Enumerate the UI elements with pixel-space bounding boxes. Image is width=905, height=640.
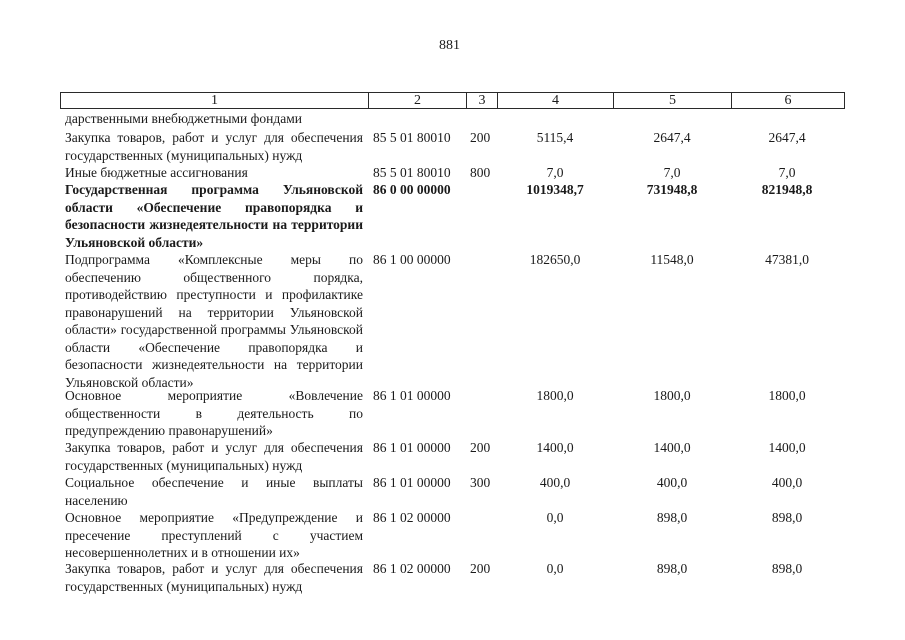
- row-value-5: 1800,0: [653, 388, 691, 403]
- row-name: Государственная программа Ульяновской области «Обеспечение правопорядка и безопасности жизнедеятельности на территории Ульяновской области»: [65, 182, 363, 250]
- row-value-4: 1400,0: [536, 440, 574, 455]
- row-value-5: 898,0: [656, 561, 688, 576]
- header-col-5: 5: [614, 93, 732, 108]
- row-value-5: 400,0: [656, 475, 688, 490]
- row-value-6: 47381,0: [765, 252, 809, 267]
- row-value-4: 7,0: [546, 165, 564, 180]
- row-name: Подпрограмма «Комплексные меры по обеспечению общественного порядка, противодействию преступности и профилактике правонарушений на территории Ульяновской области» государственной программы Ульяновской области «Обеспечение правопорядка и безопасности жизнедеятельности на территории Ульяновской области»: [65, 252, 363, 390]
- header-col-4: 4: [498, 93, 614, 108]
- header-col-1: 1: [61, 93, 369, 108]
- row-value-5: 898,0: [656, 510, 688, 525]
- row-name: Закупка товаров, работ и услуг для обеспечения государственных (муниципальных) нужд: [65, 561, 363, 594]
- row-value-6: 7,0: [778, 165, 796, 180]
- row-code: 85 5 01 80010: [373, 130, 451, 145]
- row-code: 86 1 02 00000: [373, 561, 451, 576]
- row-code: 86 1 00 00000: [373, 252, 451, 267]
- row-value-5: 1400,0: [653, 440, 691, 455]
- row-value-6: 400,0: [771, 475, 803, 490]
- row-value-6: 1800,0: [768, 388, 806, 403]
- row-code: 86 0 00 00000: [373, 182, 451, 197]
- row-name: дарственными внебюджетными фондами: [65, 111, 303, 126]
- row-value-4: 1019348,7: [526, 182, 584, 197]
- row-code: 85 5 01 80010: [373, 165, 451, 180]
- header-col-6: 6: [784, 93, 792, 108]
- row-name: Закупка товаров, работ и услуг для обеспечения государственных (муниципальных) нужд: [65, 440, 363, 473]
- row-code: 86 1 01 00000: [373, 475, 451, 490]
- table-header: [60, 92, 845, 109]
- row-value-5: 2647,4: [653, 130, 691, 145]
- row-name: Основное мероприятие «Предупреждение и пресечение преступлений с участием несовершеннолетних и в отношении их»: [65, 510, 363, 560]
- row-name: Основное мероприятие «Вовлечение общественности в деятельность по предупреждению правонарушений»: [65, 388, 363, 438]
- row-vr: 200: [470, 130, 491, 145]
- row-value-4: 5115,4: [536, 130, 574, 145]
- row-value-6: 821948,8: [761, 182, 813, 197]
- row-value-6: 898,0: [771, 510, 803, 525]
- row-vr: 800: [470, 165, 491, 180]
- row-value-5: 7,0: [663, 165, 681, 180]
- row-name: Иные бюджетные ассигнования: [65, 165, 248, 180]
- row-value-6: 2647,4: [768, 130, 806, 145]
- row-code: 86 1 01 00000: [373, 388, 451, 403]
- row-code: 86 1 01 00000: [373, 440, 451, 455]
- row-value-6: 898,0: [771, 561, 803, 576]
- row-value-5: 11548,0: [650, 252, 694, 267]
- row-code: 86 1 02 00000: [373, 510, 451, 525]
- row-value-4: 400,0: [539, 475, 571, 490]
- row-value-5: 731948,8: [646, 182, 698, 197]
- row-value-4: 182650,0: [529, 252, 581, 267]
- page-number: 881: [439, 38, 460, 53]
- header-col-2: 2: [369, 93, 467, 108]
- row-vr: 200: [470, 440, 491, 455]
- row-value-6: 1400,0: [768, 440, 806, 455]
- row-vr: 200: [470, 561, 491, 576]
- header-col-3: 3: [467, 93, 498, 108]
- row-value-4: 0,0: [546, 510, 564, 525]
- row-value-4: 1800,0: [536, 388, 574, 403]
- row-vr: 300: [470, 475, 491, 490]
- row-name: Социальное обеспечение и иные выплаты населению: [65, 475, 363, 508]
- row-name: Закупка товаров, работ и услуг для обеспечения государственных (муниципальных) нужд: [65, 130, 363, 163]
- row-value-4: 0,0: [546, 561, 564, 576]
